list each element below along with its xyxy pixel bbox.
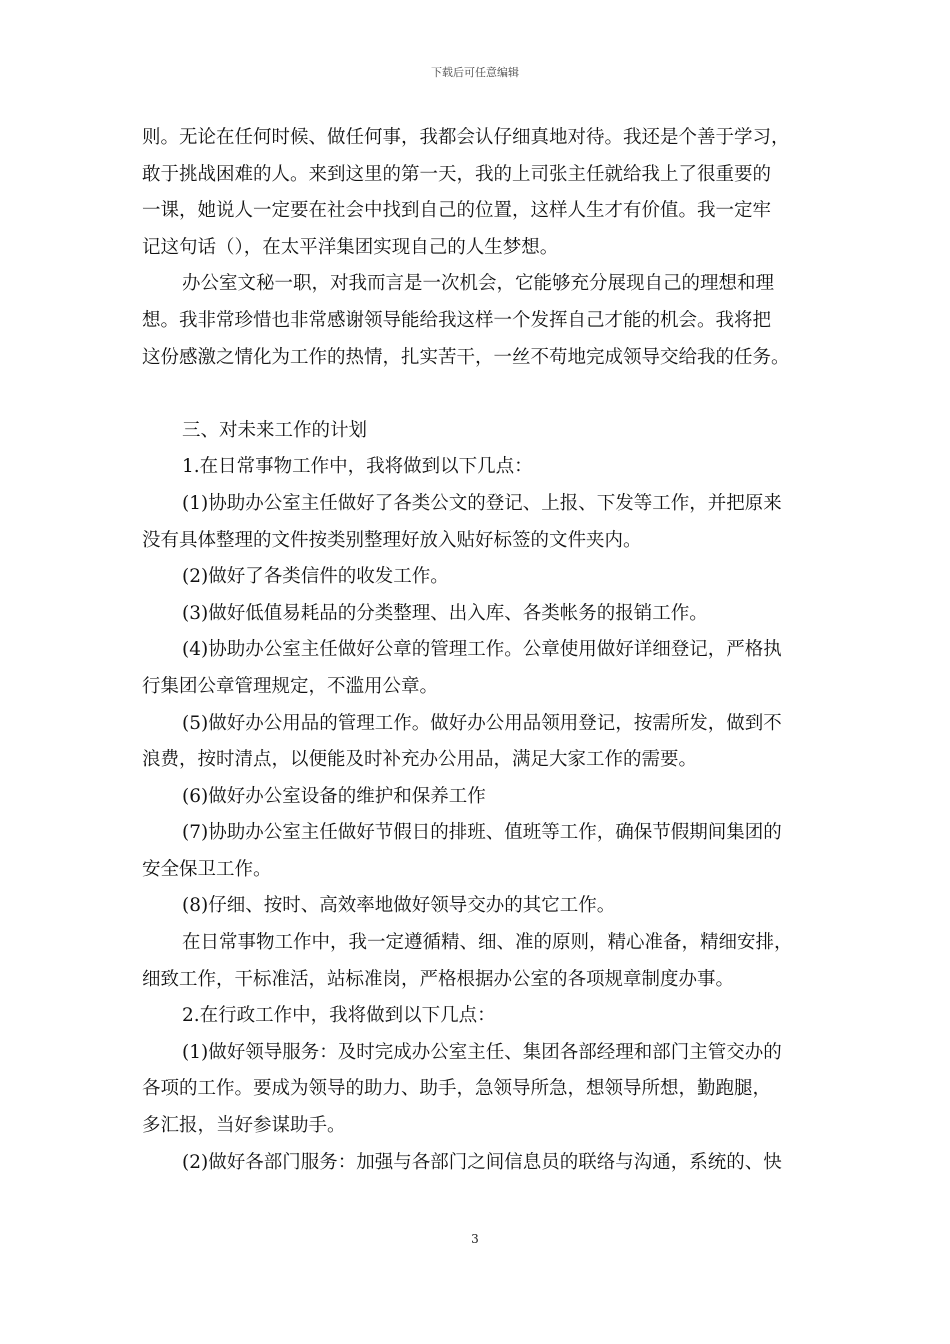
text-line: 想。我非常珍惜也非常感谢领导能给我这样一个发挥自己才能的机会。我将把 — [142, 309, 772, 331]
text-line: 细致工作，干标准活，站标准岗，严格根据办公室的各项规章制度办事。 — [142, 968, 735, 990]
text-line: 记这句话（），在太平洋集团实现自己的人生梦想。 — [142, 236, 559, 258]
list-item: (5)做好办公用品的管理工作。做好办公用品领用登记，按需所发，做到不 — [182, 712, 782, 734]
document-body — [142, 120, 822, 1181]
text-line: 多汇报，当好参谋助手。 — [142, 1115, 346, 1137]
paragraph-start: 办公室文秘一职，对我而言是一次机会，它能够充分展现自己的理想和理 — [182, 273, 775, 295]
list-item: (2)做好各部门服务：加强与各部门之间信息员的联络与沟通，系统的、快 — [182, 1151, 782, 1173]
subsection-heading: 1.在日常事物工作中，我将做到以下几点： — [182, 456, 533, 478]
page-number: 3 — [471, 1232, 479, 1246]
page-header: 下载后可任意编辑 — [431, 66, 519, 79]
blank-line — [142, 376, 822, 413]
list-item: (3)做好低值易耗品的分类整理、出入库、各类帐务的报销工作。 — [182, 602, 708, 624]
text-line: 一课，她说人一定要在社会中找到自己的位置，这样人生才有价值。我一定牢 — [142, 200, 772, 222]
list-item: (2)做好了各类信件的收发工作。 — [182, 566, 449, 588]
text-line: 这份感激之情化为工作的热情，扎实苦干，一丝不苟地完成领导交给我的任务。 — [142, 346, 790, 368]
list-item: (8)仔细、按时、高效率地做好领导交办的其它工作。 — [182, 895, 616, 917]
text-line: 没有具体整理的文件按类别整理好放入贴好标签的文件夹内。 — [142, 529, 642, 551]
text-line: 行集团公章管理规定，不滥用公章。 — [142, 675, 439, 697]
paragraph-start: 在日常事物工作中，我一定遵循精、细、准的原则，精心准备，精细安排， — [182, 932, 793, 954]
list-item: (1)做好领导服务：及时完成办公室主任、集团各部经理和部门主管交办的 — [182, 1041, 782, 1063]
text-line: 安全保卫工作。 — [142, 858, 272, 880]
list-item: (1)协助办公室主任做好了各类公文的登记、上报、下发等工作，并把原来 — [182, 492, 782, 514]
section-heading: 三、对未来工作的计划 — [182, 419, 368, 441]
list-item: (4)协助办公室主任做好公章的管理工作。公章使用做好详细登记，严格执 — [182, 639, 782, 661]
text-line: 则。无论在任何时候、做任何事，我都会认仔细真地对待。我还是个善于学习， — [142, 127, 790, 148]
text-line: 敢于挑战困难的人。来到这里的第一天，我的上司张主任就给我上了很重要的 — [142, 163, 772, 185]
text-line: 各项的工作。要成为领导的助力、助手，急领导所急，想领导所想，勤跑腿， — [142, 1078, 772, 1100]
list-item: (7)协助办公室主任做好节假日的排班、值班等工作，确保节假期间集团的 — [182, 822, 782, 844]
text-line: 浪费，按时清点，以便能及时补充办公用品，满足大家工作的需要。 — [142, 749, 698, 771]
subsection-heading: 2.在行政工作中，我将做到以下几点： — [182, 1005, 496, 1027]
list-item: (6)做好办公室设备的维护和保养工作 — [182, 785, 486, 807]
